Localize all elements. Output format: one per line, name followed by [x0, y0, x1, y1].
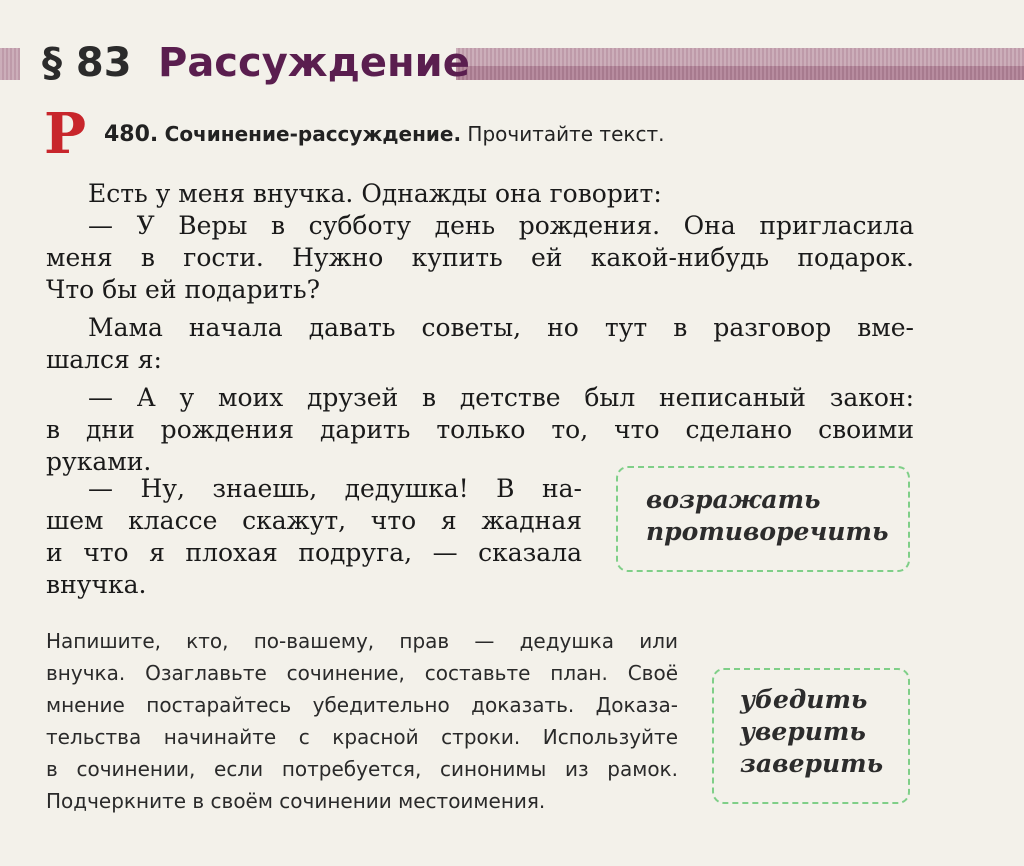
story-text-narrow: [46, 473, 582, 601]
synonym-word: противоречить: [646, 517, 889, 546]
story-line: внучка.: [46, 570, 147, 599]
exercise-instruction: Прочитайте текст.: [467, 122, 665, 146]
synonym-word: возражать: [646, 485, 821, 514]
assignment-text: [46, 626, 678, 818]
synonym-word: заверить: [740, 749, 884, 778]
speech-development-marker: Р: [44, 101, 87, 167]
story-line: — У Веры в субботу день рождения. Она пригласила: [88, 211, 914, 240]
synonym-word: уверить: [740, 717, 866, 746]
exercise-heading: [104, 122, 664, 147]
story-line: Мама начала давать советы, но тут в разговор вме-: [88, 313, 914, 342]
story-line: — Ну, знаешь, дедушка! В на-: [88, 474, 582, 503]
story-text: [46, 178, 914, 478]
synonym-frame: [712, 668, 910, 804]
assignment-line: Подчеркните в своём сочинении местоимения.: [46, 789, 546, 813]
story-line: и что я плохая подруга, — сказала: [46, 538, 582, 567]
section-number: § 83: [42, 40, 132, 86]
assignment-line: Напишите, кто, по-вашему, прав — дедушка или: [46, 629, 678, 653]
story-line: в дни рождения дарить только то, что сделано своими: [46, 415, 914, 444]
section-title: Рассуждение: [158, 40, 470, 86]
assignment-line: мнение постарайтесь убедительно доказать. Доказа-: [46, 693, 678, 717]
story-line: меня в гости. Нужно купить ей какой-нибудь подарок.: [46, 243, 914, 272]
assignment-line: тельства начинайте с красной строки. Используйте: [46, 725, 678, 749]
story-line: руками.: [46, 447, 152, 476]
exercise-number: 480.: [104, 122, 159, 147]
synonym-word: убедить: [740, 685, 868, 714]
story-line: Есть у меня внучка. Однажды она говорит:: [88, 179, 662, 208]
story-line: шем классе скажут, что я жадная: [46, 506, 582, 535]
header-band-accent: [456, 66, 1024, 80]
assignment-line: в сочинении, если потребуется, синонимы из рамок.: [46, 757, 678, 781]
exercise-name: Сочинение-рассуждение.: [164, 122, 462, 146]
story-line: Что бы ей подарить?: [46, 275, 320, 304]
story-line: шался я:: [46, 345, 162, 374]
assignment-line: внучка. Озаглавьте сочинение, составьте план. Своё: [46, 661, 678, 685]
synonym-frame: [616, 466, 910, 572]
story-line: — А у моих друзей в детстве был неписаный закон:: [88, 383, 914, 412]
